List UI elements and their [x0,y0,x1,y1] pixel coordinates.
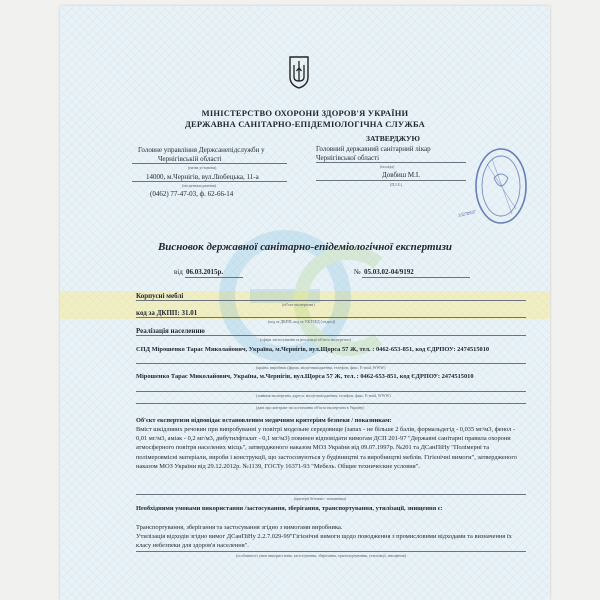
document-title: Висновок державної санітарно-епідеміологічної експертизи [157,241,453,253]
address-rule [132,181,287,182]
manufacturer-rule [136,363,526,364]
safety-heading: Об'єкт експертизи відповідає встановленим медичним критеріям безпеки / показникам: [136,417,392,424]
conditions-line-2: Утилізація відходів згідно вимог ДСанПіНу 2.2.7.029-99"Гігієнічні вимоги щодо поводження з промисловими відходами та визначення їх класу небезпеки для здоров'я населення". [136,533,512,550]
issuer-caption: (назва установи) [188,165,217,170]
dkpp-code: код за ДКПП: 31.01 [136,309,198,317]
number-rule [362,277,470,278]
safety-text: Вміст шкідливих речовин при випробуванні у повітрі модельне середовище (запах - не більше 2 балів, формальдегід - 0,035 мг/м3, фенол - 0,01 мг/м3, аміак - 0,2 мг/м3, дибутилфталат - 0,1 мг/м3) повинен відповідати вимогам ДСП 201-97 "Державні санітарні правила охорони атмосферного повітря населених місць", затвердженого наказом МОЗ України від 09.07.1997р. №201 та ДСанПіНу "Полімерні та полімеровмісні матеріали, вироби і конструкції, що застосовуються у будівництві та виробництві меблів. Гігієнічні вимоги", затвердженого наказом МОЗ України від 29.12.2012р. №1139, ГОСТу 16371-93 "Мебель. Общие технические условия". [136,426,518,470]
ministry-line-2: ДЕРЖАВНА САНІТАРНО-ЕПІДЕМІОЛОГІЧНА СЛУЖБА [184,119,426,129]
dkpp-rule [136,317,526,318]
ministry-line-1: МІНІСТЕРСТВО ОХОРОНИ ЗДОРОВ'Я УКРАЇНИ [201,108,409,118]
object-rule [136,300,526,301]
object-caption: (об'єкт експертизи) [282,302,315,307]
address-caption: (місцезнаходження) [182,183,216,188]
approval-position-caption: (посада) [380,164,395,169]
safety-rule [136,494,526,495]
manufacturer-caption: (країна, виробник (фірма, місцезнаходження, телефон, факс, E-mail, WWW) [256,365,386,370]
issue-date: 06.03.2015р. [186,268,224,276]
issuer-rule [132,163,287,164]
seal-number: 33270937 [457,209,477,218]
approver-rule [316,180,466,181]
contract-rule [136,403,526,404]
number-prefix: № [354,268,361,276]
issuer-phone: (0462) 77-47-03, ф. 62-66-14 [150,190,234,198]
approval-rule [316,162,466,163]
conditions-heading: Необхідними умовами використання /застосування, зберігання, транспортування, утилізації, знищення є: [136,505,443,512]
safety-caption: (критерії безпеки - показники) [294,496,346,501]
applicant: Мірошенко Тарас Миколайович, Україна, м.Чернігів, вул.Щорса 57 Ж, тел. : 0462-653-851, код ЄДРПОУ: 2474515010 [136,373,474,380]
conditions-caption: (особливості умов використання, застосування, зберігання, транспортування, утилізації, знищення) [236,553,406,558]
manufacturer: СПД Мірошенко Тарас Миколайович, Україна, м.Чернігів, вул.Щорса 57 Ж, тел. : 0462-653-851, код ЄДРПОУ: 2474515010 [136,346,490,353]
issuer-address: 14000, м.Чернігів, вул.Любецька, 11-а [146,173,259,181]
dkpp-caption: (код за ДКПП, код за УКТЗЕД (згідно)) [268,319,336,324]
date-rule [185,277,243,278]
issuer-name-line-2: Чернігівській області [158,155,222,163]
applicant-caption: (заявник експертизи, адреса, місцезнаходження, телефон, факс, E-mail, WWW) [256,393,391,398]
activity: Реалізація населенню [136,327,205,335]
issuer-name-line-1: Головне управління Держсанепідслужби у [138,146,265,154]
activity-rule [136,335,526,336]
activity-caption: (сфера застосування та реалізації об'єкта експертизи) [260,337,351,342]
certificate-number: 05.03.02-04/9192 [364,268,414,276]
contract-caption: (дані про контракт на постачання об'єкта експертизи в Україну) [256,405,365,410]
certificate-sheet [60,6,550,600]
approval-line-1: Головний державний санітарний лікар [316,145,431,153]
conditions-rule [136,551,526,552]
coat-of-arms-icon [288,55,310,89]
object-name: Корпусні меблі [136,292,184,300]
applicant-rule [136,391,526,392]
round-seal-icon [472,144,530,226]
conditions-line-1: Транспортування, зберігання та застосування згідно з вимогами виробника. [136,524,343,531]
approval-heading: ЗАТВЕРДЖУЮ [366,134,420,143]
approver-caption: (П.І.Б.) [390,182,403,187]
approval-line-2: Чернігівської області [316,154,380,162]
approver-name: Довбиш М.І. [382,171,420,179]
date-prefix: від [174,268,183,276]
